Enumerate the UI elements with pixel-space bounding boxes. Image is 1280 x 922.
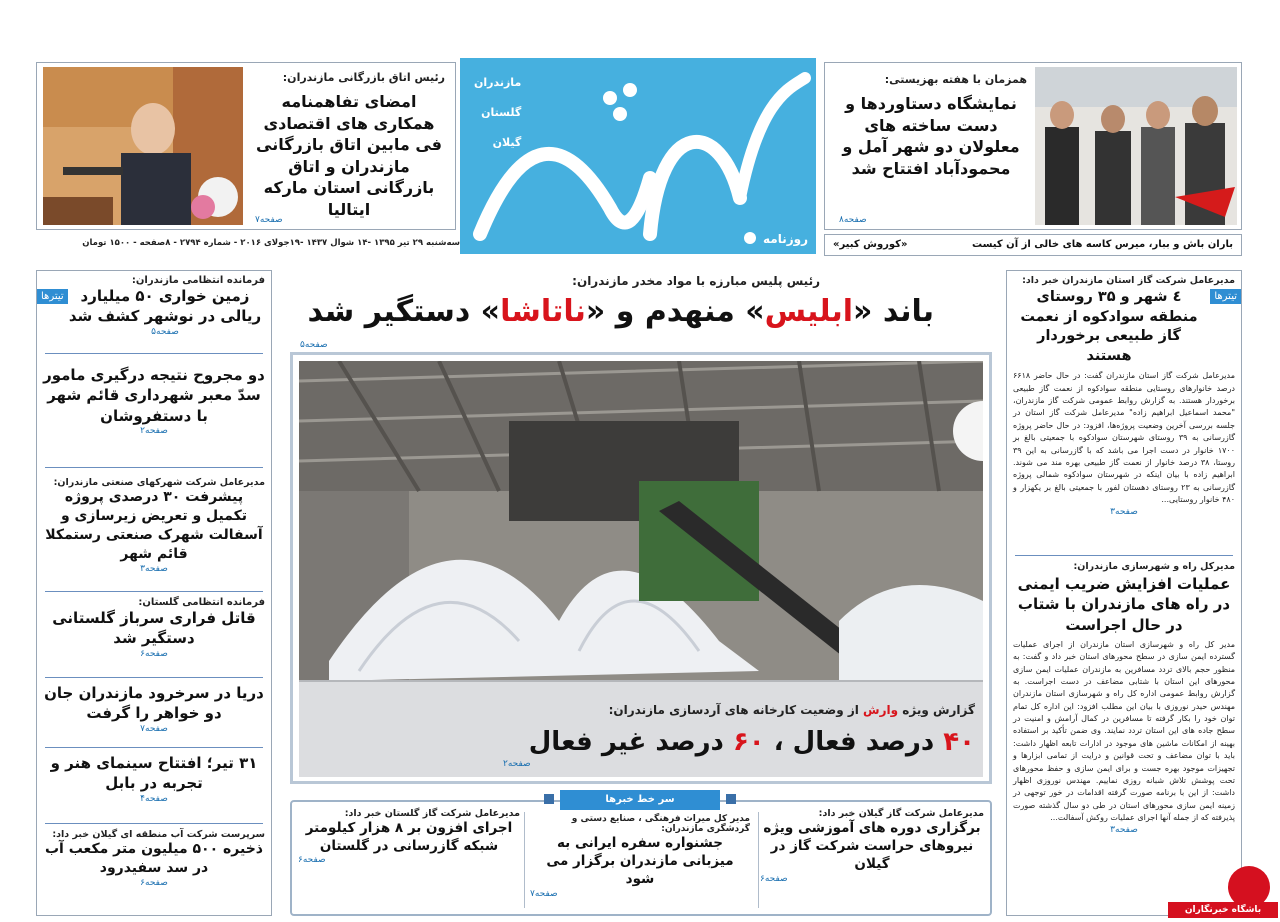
story-photo: [43, 67, 243, 225]
item-kicker: مدیرعامل شرکت گاز گیلان خبر داد:: [818, 808, 984, 819]
item-kicker: مدیر کل میراث فرهنگی ، صنایع دستی و گردشگری مازندران:: [571, 814, 750, 834]
story-headline: امضای تفاهمنامه همکاری های اقتصادی فی مابین اتاق بازرگانی مازندران و اتاق بازرگانی استان مارکه ایتالیا: [256, 92, 442, 219]
divider: [758, 812, 759, 908]
box-corner-square: [726, 794, 736, 804]
story-headline: عملیات افزایش ضریب ایمنی در راه های مازندران با شتاب در حال اجراست: [1017, 575, 1231, 634]
headline-part: درصد غیر فعال: [528, 727, 733, 757]
item-headline: اجرای افزون بر ۸ هزار کیلومتر شبکه گازرسانی در گلستان: [305, 820, 513, 855]
news-story[interactable]: [1013, 275, 1235, 517]
province-list: [474, 68, 521, 158]
item-kicker: فرمانده انتظامی مازندران:: [131, 275, 265, 286]
story-photo: [1035, 67, 1237, 225]
headline-item[interactable]: [65, 275, 265, 337]
headline-news-box: [290, 794, 992, 916]
divider: [45, 823, 263, 824]
column-tag: تیترها: [37, 289, 68, 304]
page-ref: صفحه۳: [1110, 506, 1138, 517]
story-headline: ٤ شهر و ۳۵ روستای منطقه سوادکوه از نعمت گاز طبیعی برخوردار هستند: [1020, 289, 1198, 364]
kicker-part: از وضعیت کارخانه های آردسازی مازندران:: [608, 703, 864, 717]
page-ref: صفحه۷: [530, 888, 558, 899]
page-ref: صفحه۵: [300, 340, 328, 350]
page-ref: صفحه۲: [140, 425, 168, 436]
page-ref: صفحه۷: [140, 723, 168, 734]
item-headline: زمین خواری ۵۰ میلیارد ریالی در نوشهر کشف شد: [68, 287, 262, 326]
headline-item[interactable]: [530, 814, 750, 899]
story-kicker: همزمان با هفته بهزیستی:: [884, 73, 1027, 86]
quote-text: باران باش و ببار، میرس کاسه های خالی از آن کیست: [972, 239, 1233, 250]
top-left-story[interactable]: [36, 62, 456, 230]
divider: [524, 812, 525, 908]
watermark-logo: [1168, 866, 1278, 920]
story-headline: نمایشگاه دستاوردها و دست ساخته های معلولان دو شهر آمل و محمودآباد افتتاح شد: [842, 94, 1020, 178]
item-headline: جشنواره سفره ایرانی به میزبانی مازندران برگزار می شود: [546, 835, 734, 888]
main-kicker: رئیس پلیس مبارزه با مواد مخدر مازندران:: [572, 274, 820, 288]
item-kicker: سرپرست شرکت آب منطقه ای گیلان خبر داد:: [52, 829, 265, 840]
page-ref: صفحه۶: [140, 877, 168, 888]
item-headline: دریا در سرخرود مازندران جان دو خواهر را گرفت: [44, 684, 264, 723]
headline-item[interactable]: [43, 683, 265, 734]
quote-author: «کوروش کبیر»: [833, 239, 908, 250]
item-kicker: فرمانده انتظامی گلستان:: [138, 597, 265, 608]
headline-part: » دستگیر شد: [307, 294, 501, 329]
news-story[interactable]: [1013, 561, 1235, 835]
item-kicker: مدیرعامل شرکت شهرکهای صنعتی مازندران:: [53, 477, 265, 488]
box-corner-square: [544, 794, 554, 804]
page-ref: صفحه۷: [255, 215, 283, 225]
item-headline: دو مجروح نتیجه درگیری مامور سدّ معبر شهرداری قائم شهر با دستفروشان: [43, 366, 265, 425]
column-tag: تیترها: [1210, 289, 1241, 304]
divider: [45, 677, 263, 678]
headline-part: درصد فعال ،: [764, 727, 944, 757]
item-headline: ذخیره ۵۰۰ میلیون متر مکعب آب در سد سفیدرود: [44, 841, 263, 876]
story-kicker: مدیرعامل شرکت گاز استان مازندران خبر داد:: [1022, 275, 1235, 286]
divider: [45, 747, 263, 748]
divider: [45, 353, 263, 354]
headline-red-word: ناتاشا: [500, 294, 586, 329]
headline-red-number: ۶۰: [732, 727, 765, 757]
headline-item[interactable]: [43, 477, 265, 574]
masthead: [460, 58, 816, 254]
left-column: [36, 270, 272, 916]
divider: [45, 591, 263, 592]
box-title: سر خط خبرها: [560, 790, 720, 810]
divider: [45, 467, 263, 468]
page-ref: صفحه۵: [151, 326, 179, 337]
headline-item[interactable]: [43, 753, 265, 804]
photo-headline: [529, 725, 975, 760]
divider: [1015, 555, 1233, 556]
item-headline: پیشرفت ۳۰ درصدی پروژه تکمیل و تعریض زیرسازی و آسفالت شهرک صنعتی رستمکلا قائم شهر: [45, 489, 263, 562]
headline-item[interactable]: [43, 597, 265, 659]
top-right-story[interactable]: [824, 62, 1242, 230]
page-ref: صفحه۶: [760, 873, 788, 884]
headline-part: » منهدم و «: [585, 294, 765, 329]
page-ref: صفحه۶: [140, 648, 168, 659]
province-item: مازندران: [474, 76, 522, 89]
page-ref: صفحه۶: [298, 855, 326, 866]
watermark-label: باشگاه خبرنگاران: [1168, 902, 1278, 918]
item-headline: برگزاری دوره های آموزشی ویژه نیروهای حراست شرکت گاز در گیلان: [763, 820, 981, 873]
kicker-red-word: وارش: [863, 703, 899, 717]
page-ref: صفحه۳: [1110, 824, 1138, 835]
page-ref: صفحه۴: [140, 793, 168, 804]
page-ref: صفحه۳: [140, 563, 168, 574]
right-column: [1006, 270, 1242, 916]
province-item: گیلان: [492, 136, 522, 149]
province-item: گلستان: [481, 106, 522, 119]
page-ref: صفحه۸: [839, 215, 867, 225]
page-ref: صفحه۲: [503, 759, 531, 769]
headline-item[interactable]: [43, 365, 265, 436]
item-headline: قاتل فراری سرباز گلستانی دستگیر شد: [52, 609, 256, 648]
kicker-part: گزارش ویژه: [898, 703, 975, 717]
dateline: سه‌شنبه ۲۹ تیر ۱۳۹۵ -۱۴ شوال ۱۴۳۷ -۱۹جولای ۲۰۱۶ - شماره ۲۷۹۴ - ۸صفحه - ۱۵۰۰ تومان: [82, 238, 460, 248]
main-headline[interactable]: [307, 292, 934, 333]
headline-item[interactable]: [760, 808, 984, 884]
story-body: مدیرعامل شرکت گاز استان مازندران گفت: در حال حاضر ۶۶۱۸ درصد خانوارهای روستایی منطقه سوادکوه از نعمت گاز طبیعی برخوردار هستند. به گزارش روابط عمومی شرکت گاز مازندران، "محمد اسماعیل ابراهیم زاده" مدیرعامل شرکت گاز استان در جلسه بررسی آخرین وضعیت پروژه‌ها، افزود: در حال حاضر پروژه گازرسانی به ۳۹ روستای شهرستان سوادکوه با جمعیتی بالغ بر ۱۷۰۰ خانوار در دست اجرا می باشد که با گازرسانی به این ۳۹ روستا، ۳۸ درصد خانوار از نعمت گاز طبیعی بهره مند می شوند. ابراهیم زاده با بیان اینکه در شهرستان سوادکوه شمالی پروژه گازرسانی به ۲۳ روستای دهستان لفور با جمعیتی بالغ بر یکهزار و ۴۸۰ خانوار روستایی...: [1013, 371, 1236, 505]
headline-item[interactable]: [298, 808, 520, 865]
masthead-subtitle: روزنامه: [763, 232, 808, 246]
photo-kicker: [609, 703, 975, 717]
main-photo-frame[interactable]: [290, 352, 992, 784]
headline-part: باند «: [853, 294, 934, 329]
story-body: مدیر کل راه و شهرسازی استان مازندران از اجرای عملیات گسترده ایمن سازی در سطح محورهای استان خبر داد و گفت: به منظور حجم بالای تردد مسافرین به مازندران عملیات ایمن سازی محورهای این استان با شتابی مضاعف در دست اجراست. به گزارش روابط عمومی اداره کل راه و شهرسازی استان مازندران مهندس حیدر نوروزی با بیان این مطلب افزود: این اداره کل تمام توان خود را بکار گرفته تا مسافرین در کمال آرامش و امنیت در سطح جاده های این استان تردد نمایند. وی ضمن تأکید بر استفاده بهینه از امکانات ماشین های موجود در ادارات تابعه اظهار داشت: باید با توان مضاعف و تحت قوانین و درایت از تمامی ابزارها و تجهیزات موجود بهره جست و برای ایمن سازی و حفظ محورهای تحت پوشش تلاش شبانه روزی نماییم. مهندس نوروزی اظهار داشت: از این با برنامه صورت گرفته اقدامات در خور توجهی در زمینه ایمن سازی محورهای استان در طی دو سال گذشته صورت پذیرفته که از جمله آنها اجرای عملیات روکش آسفالت...: [1013, 639, 1235, 823]
item-kicker: مدیرعامل شرکت گاز گلستان خبر داد:: [344, 808, 520, 819]
headline-red-number: ۴۰: [943, 727, 975, 757]
item-headline: ۳۱ تیر؛ افتتاح سینمای هنر و تجربه در بابل: [50, 754, 258, 793]
story-kicker: رئیس اتاق بازرگانی مازندران:: [282, 71, 445, 84]
headline-item[interactable]: [43, 829, 265, 888]
headline-red-word: ابلیس: [764, 294, 854, 329]
quote-strip: [824, 234, 1242, 256]
story-kicker: مدیرکل راه و شهرسازی مازندران:: [1073, 561, 1235, 572]
